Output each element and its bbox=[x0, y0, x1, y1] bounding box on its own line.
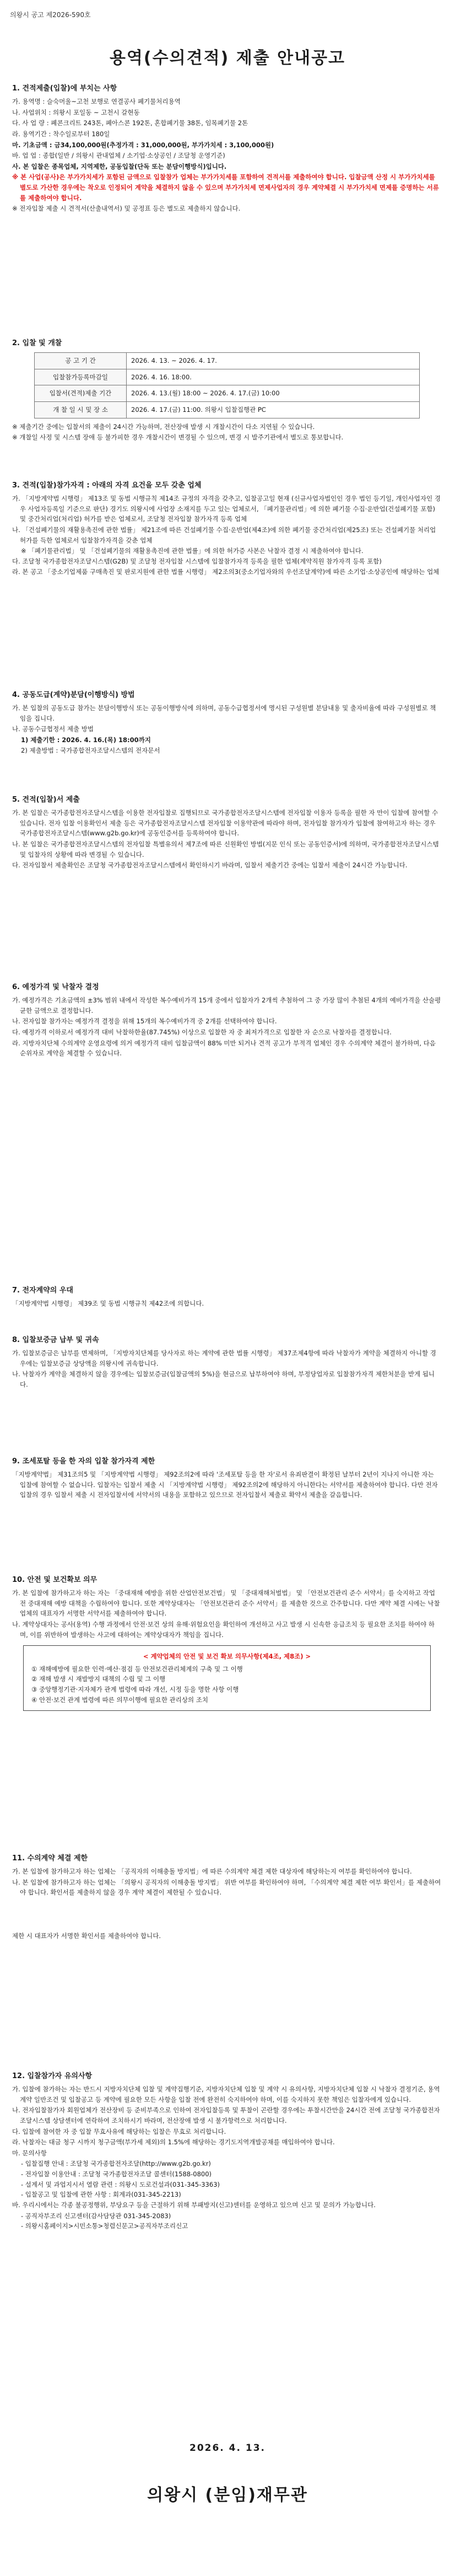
list-item: 가. 본 입찰은 국가종합전자조달시스템을 이용한 전자입찰로 집행되므로 국가종합전자조달시스템에 전자입찰 이용자 등록을 필한 자 만이 입찰에 참여할 수 있습니다. 전자 입찰 이용확인서 제출 등은 국가종합전자조달시스템 전자입찰 이용약관에 따라야 하며, 전자입찰 참가자가 입찰에 참여하고자 하는 경우 국가종합전자조달시스템(www.g2b.go.kr)에 공동인증서를 등록하여야 합니다. bbox=[12, 809, 438, 838]
table-value: 2026. 4. 16. 18:00. bbox=[127, 369, 420, 385]
contact-line: - 입찰집행 안내 : 조달청 국가종합전자조달(http://www.g2b.go.kr) bbox=[21, 2160, 211, 2168]
section-7 bbox=[12, 1285, 442, 1310]
list-item: 나. 공동수급협정서 제출 방법 bbox=[12, 725, 94, 733]
list-item: 라. 낙찰자는 대금 청구 시까지 청구금액(부가세 제외)의 1.5%에 해당하는 경기도지역개발공채를 매입하여야 합니다. bbox=[12, 2138, 335, 2146]
section-10 bbox=[12, 1574, 442, 1716]
contact-line: - 설계서 및 과업지시서 열람 관련 : 의왕시 도로건설과(031-345-3363) bbox=[21, 2180, 220, 2188]
section-title: 9. 조세포탈 등을 한 자의 입찰 참가자격 제한 bbox=[12, 1457, 155, 1466]
table-key: 공 고 기 간 bbox=[35, 353, 127, 369]
issuer: 의왕시 (분임)재무관 bbox=[147, 2486, 308, 2505]
box-line: ④ 안전·보건 관계 법령에 따른 의무이행에 필요한 관리상의 조치 bbox=[31, 1695, 208, 1704]
list-item: 나. 본 입찰은 국가종합전자조달시스템의 전자입찰 특별유의서 제7조에 따른 신원확인 방법(지문 인식 또는 공동인증서)에 의하며, 국가종합전자조달시스템 및 입찰자의 상황에 따라 변경될 수 있습니다. bbox=[12, 840, 439, 858]
section-title: 2. 입찰 및 개찰 bbox=[12, 339, 62, 347]
list-item: 제한 시 대표자가 서명한 확인서를 제출하여야 합니다. bbox=[12, 1931, 161, 1940]
list-item: 「지방계약법」 제31조의5 및 「지방계약법 시행령」 제92조의2에 따라 '조세포탈 등을 한 자'로서 유죄판결이 확정된 날부터 2년이 지나지 아니한 자는 입찰에 참여할 수 없습니다. 입찰자는 입찰서 제출 시 「지방계약법 시행령」 제92조의2에 해당하지 아니한다는 서약서를 제출하여야 합니다. 다만 전자입찰의 경우 입찰서 제출 시 전자입찰서에 서약서의 내용을 포함하고 있으므로 전자입찰서 제출로 확약서 제출을 갈음합니다. bbox=[12, 1471, 438, 1499]
list-item: 가. 입찰보증금은 납부를 면제하며, 「지방자치단체를 당사자로 하는 계약에 관한 법률 시행령」 제37조제4항에 따라 낙찰자가 계약을 체결하지 아니할 경우에는 입찰보증금 상당액을 의왕시에 귀속합니다. bbox=[12, 1349, 436, 1367]
list-item: 마. 문의사항 bbox=[12, 2149, 47, 2157]
section-title: 1. 견적제출(입찰)에 부치는 사항 bbox=[12, 84, 117, 93]
table-row bbox=[35, 369, 420, 385]
list-item: 다. 전자입찰서 제출확인은 조달청 국가종합전자조달시스템에서 확인하시기 바라며, 입찰서 제출기간 중에는 입찰서 제출이 24시간 가능합니다. bbox=[12, 861, 408, 870]
table-value: 2026. 4. 17.(금) 11:00. 의왕시 입찰집행관 PC bbox=[127, 401, 420, 418]
list-item: 「지방계약법 시행령」 제39조 및 동법 시행규칙 제42조에 의합니다. bbox=[12, 1300, 204, 1308]
list-item: 나. 전자입찰 참가자는 예정가격 결정을 위해 15개의 복수예비가격 중 2개를 선택하여야 합니다. bbox=[12, 1017, 277, 1026]
list-item: 나. 계약상대자는 공사(용역) 수행 과정에서 안전·보건 상의 유해·위험요인을 확인하여 개선하고 사고 발생 시 신속한 응급조치 등 필요한 조치를 하여야 하며, 이를 위반하여 발생하는 사고에 대하여는 계약상대자가 책임을 집니다. bbox=[12, 1620, 435, 1639]
list-item: 나. 본 입찰에 참가하고자 하는 업체는 「의왕시 공직자의 이해충돌 방지법」 위반 여부를 확인하여야 하며, 「수의계약 체결 제한 여부 확인서」를 제출하여야 합니다. 확인서를 제출하지 않을 경우 계약 체결이 제한될 수 있습니다. bbox=[12, 1878, 441, 1897]
list-item: ※ 제출기간 중에는 입찰서의 제출이 24시간 가능하며, 전산장애 발생 시 개찰시간이 다소 지연될 수 있습니다. bbox=[12, 422, 315, 431]
list-item: 다. 사 업 량 : 폐콘크리트 243톤, 폐아스콘 192톤, 혼합폐기물 38톤, 임목폐기물 2톤 bbox=[12, 119, 248, 127]
list-item: - 의왕시홈페이지>시민소통>청렴신문고>공직자부조리신고 bbox=[21, 2222, 188, 2230]
section-title: 4. 공동도급(계약)분담(이행방식) 방법 bbox=[12, 691, 135, 699]
list-item: ※ 「폐기물관리법」 및 「건설폐기물의 재활용촉진에 관한 법률」에 의한 허가증 사본은 낙찰자 결정 시 제출하여야 합니다. bbox=[21, 547, 364, 555]
contact-line: - 전자입찰 이용안내 : 조달청 국가종합전자조달 콜센터(1588-0800) bbox=[21, 2170, 212, 2178]
list-item: 나. 낙찰자가 계약을 체결하지 않을 경우에는 입찰보증금(입찰금액의 5%)을 현금으로 납부하여야 하며, 부정당업자로 입찰참가자격 제한처분을 받게 됩니다. bbox=[12, 1370, 435, 1388]
list-item: 가. 입찰에 참가하는 자는 반드시 지방자치단체 입찰 및 계약집행기준, 지방자치단체 입찰 및 계약 시 유의사항, 지방자치단체 입찰 시 낙찰자 결정기준, 용역계약 일반조건 및 입찰공고 등 계약에 필요한 모든 사항을 입찰 전에 완전히 숙지하여야 하며, 이를 숙지하지 못한 책임은 입찰자에게 있습니다. bbox=[12, 2085, 440, 2103]
section-11 bbox=[12, 1853, 442, 1942]
list-item: 바. 우리시에서는 각종 불공정행위, 부당요구 등을 근절하기 위해 부패방지(신고)센터를 운영하고 있으며 신고 및 문의가 가능합니다. bbox=[12, 2201, 376, 2209]
section-6 bbox=[12, 981, 442, 1059]
table-key: 입찰참가등록마감일 bbox=[35, 369, 127, 385]
section-8 bbox=[12, 1334, 442, 1391]
box-line: ② 재해 발생 시 재발방지 대책의 수립 및 그 이행 bbox=[31, 1675, 166, 1683]
section-title: 11. 수의계약 체결 제한 bbox=[12, 1854, 88, 1863]
list-item: ※ 전자입찰 제출 시 견적서(산출내역서) 및 공정표 등은 별도로 제출하지 않습니다. bbox=[12, 205, 241, 213]
list-item: 바. 업 업 : 종합(일반 / 의왕시 관내업체 / 소기업·소상공인 / 조달청 운영기준) bbox=[12, 152, 225, 160]
section-5 bbox=[12, 794, 442, 871]
table-value: 2026. 4. 13.(월) 18:00 ~ 2026. 4. 17.(금) 10:00 bbox=[127, 385, 420, 402]
table-row bbox=[35, 385, 420, 402]
table-value: 2026. 4. 13. ~ 2026. 4. 17. bbox=[127, 353, 420, 369]
section-title: 7. 전자계약의 우대 bbox=[12, 1286, 73, 1295]
list-item: 가. 예정가격은 기초금액의 ±3% 범위 내에서 작성한 복수예비가격 15개 중에서 입찰자가 2개씩 추첨하여 그 중 가장 많이 추첨된 4개의 예비가격을 산술평균한 금액으로 결정합니다. bbox=[12, 996, 441, 1015]
list-item: 나. 「건설폐기물의 재활용촉진에 관한 법률」 제21조에 따른 건설폐기물 수집·운반업(제4조)에 의한 폐기물 중간처리업(제25조) 또는 건설폐기물 처리업 허가를 득한 업체로서 입찰참가자격을 갖춘 업체 bbox=[12, 525, 436, 544]
table-row bbox=[35, 353, 420, 369]
table-row bbox=[35, 401, 420, 418]
list-item: 가. 본 입찰에 참가하고자 하는 자는 「중대재해 예방을 위한 산업안전보건법」 및 「중대재해처벌법」 및 「안전보건관리 준수 서약서」를 숙지하고 작업 전 중대재해 예방 대책을 수립하여야 합니다. 또한 계약상대자는 「안전보건관리 준수 서약서」를 제출한 것으로 간주합니다. 다만 계약 체결 시에는 낙찰업체의 대표자가 서명한 서약서를 제출하여야 합니다. bbox=[12, 1589, 440, 1618]
list-item: 라. 지방자치단체 수의계약 운영요령에 의거 예정가격 대비 입찰금액이 88% 미만 되거나 견적 공고가 부적격 업체인 경우 수의계약 체결이 불가하며, 다음 순위자로 계약을 체결할 수 있습니다. bbox=[12, 1039, 436, 1058]
list-item: 가. 용역명 : 슬숙머울~고천 보행로 연결공사 폐기물처리용역 bbox=[12, 98, 181, 106]
list-item: ※ 개찰일 사정 및 시스템 장애 등 불가피한 경우 개찰시간이 변경될 수 있으며, 변경 시 발주기관에서 별도로 통보합니다. bbox=[12, 433, 344, 442]
list-item: 라. 용역기간 : 착수일로부터 180일 bbox=[12, 130, 110, 138]
contact-line: - 입찰공고 및 입찰에 관한 사항 : 회계과(031-345-2213) bbox=[21, 2191, 181, 2199]
list-item: 다. 입찰에 참여한 자 중 입찰 무효사유에 해당하는 입찰은 무효로 처리합니다. bbox=[12, 2127, 226, 2135]
box-line: ① 재해예방에 필요한 인력·예산·점검 등 안전보건관리체계의 구축 및 그 이행 bbox=[31, 1665, 243, 1673]
schedule-table bbox=[34, 352, 420, 418]
list-item: 가. 「지방계약법 시행령」 제13조 및 동법 시행규칙 제14조 규정의 자격을 갖추고, 입찰공고일 현재 (신규사업자법인인 경우 법인 등기일, 개인사업자인 경우 사업자등록일 기준으로 판단) 경기도 의왕시에 사업장 소재지를 두고 있는 업체로서, 「폐기물관리법」에 의한 폐기물 수집·운반업(건설폐기물 포함) 및 중간처리업(처리업) 허가를 받은 업체로서, 조달청 전자입찰 참가자격 등록 업체 bbox=[12, 495, 441, 523]
duty-box bbox=[23, 1645, 431, 1711]
list-item: 마. 기초금액 : 금34,100,000원(추정가격 : 31,000,000원, 부가가치세 : 3,100,000원) bbox=[12, 141, 274, 149]
box-title: < 계약업체의 안전 및 보건 확보 의무사항(제4조, 제8조) > bbox=[143, 1652, 311, 1661]
section-4 bbox=[12, 689, 442, 755]
table-key: 개 찰 일 시 및 장 소 bbox=[35, 401, 127, 418]
red-notice: ※ 본 사업(공사)은 부가가치세가 포함된 금액으로 입찰참가 업체는 부가가치세를 포함하여 견적서를 제출하여야 합니다. 입찰금액 산정 시 부가가치세를 별도로 가산한 경우에는 착오로 인정되어 계약을 체결하지 않을 수 있으며 부가가치세 면제사업자의 경우 계약체결 시 부가가치세 면제를 증명하는 서류를 제출하여야 합니다. bbox=[12, 173, 439, 202]
list-item: 사. 본 입찰은 종목업체, 지역제한, 공동입찰(단독 또는 분담이행방식)입니다. bbox=[12, 162, 227, 170]
section-9 bbox=[12, 1456, 442, 1501]
section-title: 10. 안전 및 보건확보 의무 bbox=[12, 1576, 98, 1584]
list-item: 나. 전자입찰참가자 회원업체가 전산장비 등 준비부족으로 인하여 전자입찰등록 및 투찰이 곤란할 경우에는 투찰시간만을 24시간 전에 조달청 국가종합전자조달시스템 상담센터에 연락하여 조치하시기 바라며, 전산장애 발생 시 불가항력으로 처리합니다. bbox=[12, 2106, 440, 2124]
notice-number: 의왕시 공고 제2026-590호 bbox=[10, 11, 91, 19]
notice-date: 2026. 4. 13. bbox=[189, 2443, 266, 2454]
list-item: 1) 제출기한 : 2026. 4. 16.(목) 18:00까지 bbox=[21, 736, 151, 744]
section-3 bbox=[12, 480, 442, 578]
section-title: 5. 견적(입찰)서 제출 bbox=[12, 796, 80, 804]
section-title: 3. 견적(입찰)참가자격 : 아래의 자격 요건을 모두 갖춘 업체 bbox=[12, 481, 202, 490]
list-item: - 공직자부조리 신고센터(감사담당관 031-345-2083) bbox=[21, 2212, 171, 2220]
list-item: 가. 본 입찰의 공동도급 참가는 분담이행방식 또는 공동이행방식에 의하며, 공동수급협정서에 명시된 구성원별 분담내용 및 출자비율에 따라 구성원별로 책임을 집니다. bbox=[12, 704, 436, 722]
section-title: 8. 입찰보증금 납부 및 귀속 bbox=[12, 1336, 99, 1344]
box-line: ③ 중앙행정기관·지자체가 관계 법령에 따라 개선, 시정 등을 명한 사항 이행 bbox=[31, 1686, 239, 1694]
list-item: 다. 조달청 국가종합전자조달시스템(G2B) 및 조달청 전자입찰 시스템에 입찰참가자격 등록을 필한 업체(계약직원 참가자격 등록 포함) bbox=[12, 557, 382, 565]
section-title: 6. 예정가격 및 낙찰자 결정 bbox=[12, 983, 99, 991]
section-1 bbox=[12, 83, 442, 214]
list-item: 나. 사업위치 : 의왕시 포일동 ~ 고천시 갈현동 bbox=[12, 108, 140, 116]
section-title: 12. 입찰참가자 유의사항 bbox=[12, 2072, 93, 2080]
list-item: 라. 본 공고 「중소기업제품 구매촉진 및 판로지원에 관한 법률 시행령」 제2조의3(중소기업자와의 우선조달계약)에 따른 소기업·소상공인에 해당하는 업체 bbox=[12, 568, 440, 576]
page-title: 용역(수의견적) 제출 안내공고 bbox=[109, 49, 346, 68]
table-key: 입찰서(견적)제출 기간 bbox=[35, 385, 127, 402]
section-2 bbox=[12, 337, 442, 443]
list-item: 2) 제출방법 : 국가종합전자조달시스템의 전자문서 bbox=[21, 746, 160, 754]
list-item: 다. 예정가격 이하로서 예정가격 대비 낙찰하한율(87.745%) 이상으로 입찰한 자 중 최저가격으로 입찰한 자 순으로 낙찰자를 결정합니다. bbox=[12, 1028, 392, 1036]
list-item: 가. 본 입찰에 참가하고자 하는 업체는 「공직자의 이해충돌 방지법」에 따른 수의계약 체결 제한 대상자에 해당하는지 여부를 확인하여야 합니다. bbox=[12, 1867, 412, 1876]
section-12 bbox=[12, 2070, 442, 2231]
